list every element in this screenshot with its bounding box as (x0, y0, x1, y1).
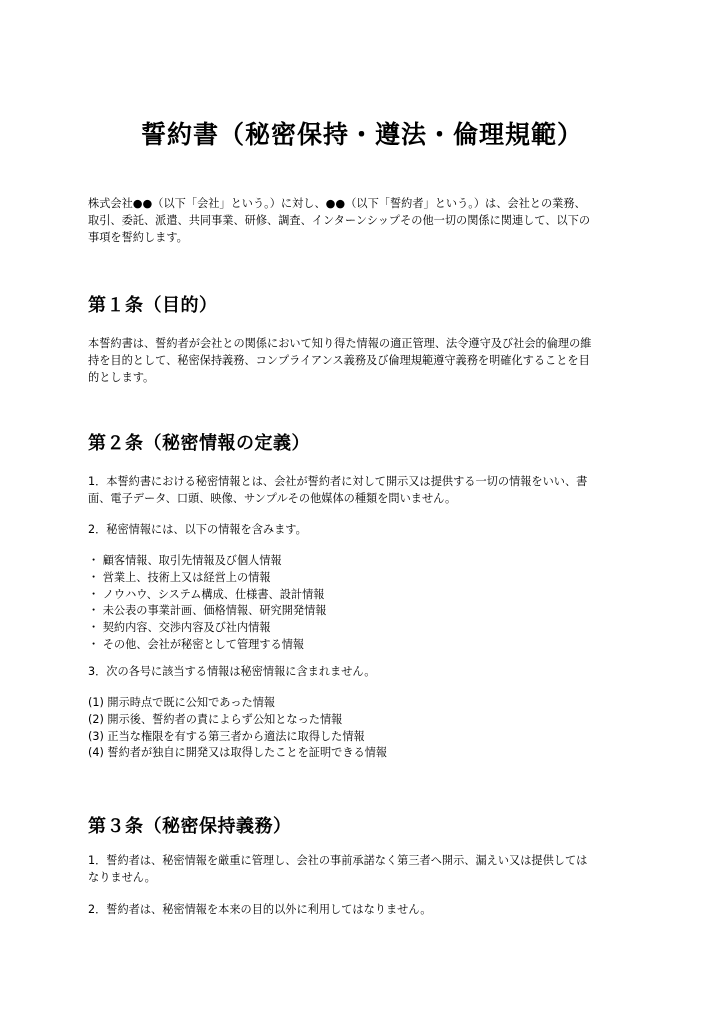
list-item: ・ ノウハウ、システム構成、仕様書、設計情報 (88, 587, 325, 601)
document-title: 誓約書（秘密保持・遵法・倫理規範） (140, 120, 583, 149)
article2-heading: 第２条（秘密情報の定義） (88, 433, 310, 454)
article2-para1-line: 1．本誓約書における秘密情報とは、会社が誓約者に対して開示又は提供する一切の情報をいい、書 (88, 475, 588, 488)
article1-line: 持を目的として、秘密保持義務、コンプライアンス義務及び倫理規範遵守義務を明確化することを目 (88, 354, 590, 367)
article2-para2 (88, 521, 644, 538)
article3-para2 (88, 901, 644, 918)
article3-para1 (88, 852, 644, 886)
article2-para2-line: 2．秘密情報には、以下の情報を含みます。 (88, 523, 307, 536)
article3-heading: 第３条（秘密保持義務） (88, 816, 292, 837)
list-item: (3) 正当な権限を有する第三者から適法に取得した情報 (88, 729, 365, 743)
list-item: ・ 顧客情報、取引先情報及び個人情報 (88, 554, 282, 567)
intro-line: 取引、委託、派遣、共同事業、研修、調査、インターンシップその他一切の関係に関連して、以下の (88, 214, 591, 227)
article2-para3-line: 3．次の各号に該当する情報は秘密情報に含まれません。 (88, 665, 376, 678)
list-item: (4) 誓約者が独自に開発又は取得したことを証明できる情報 (88, 746, 388, 760)
article1-body (88, 335, 644, 386)
list-item: ・ その他、会社が秘密として管理する情報 (88, 637, 305, 651)
list-item: (1) 開示時点で既に公知であった情報 (88, 696, 276, 709)
article1-line: 本誓約書は、誓約者が会社との関係において知り得た情報の適正管理、法令遵守及び社会的倫理の維 (88, 337, 592, 350)
article3-para1-line: なりません。 (88, 871, 156, 884)
article1-heading: 第１条（目的） (88, 295, 218, 316)
intro-paragraph (88, 195, 644, 246)
intro-line: 事項を誓約します。 (88, 231, 188, 244)
intro-line: 株式会社●●（以下「会社」という。）に対し、●●（以下「誓約者」という。）は、会社との業務、 (88, 197, 586, 210)
article1-line: 的とします。 (88, 371, 155, 384)
article3-para1-line: 1．誓約者は、秘密情報を厳重に管理し、会社の事前承諾なく第三者へ開示、漏えい又は提供しては (88, 854, 588, 867)
list-item: (2) 開示後、誓約者の責によらず公知となった情報 (88, 712, 343, 726)
list-item: ・ 契約内容、交渉内容及び社内情報 (88, 621, 271, 635)
exclusion-list (88, 695, 644, 762)
secret-info-list (88, 553, 644, 654)
article2-para1 (88, 473, 644, 507)
article2-para3 (88, 663, 644, 680)
article3-para2-line: 2．誓約者は、秘密情報を本来の目的以外に利用してはなりません。 (88, 903, 432, 916)
list-item: ・ 営業上、技術上又は経営上の情報 (88, 570, 271, 584)
article2-para1-line: 面、電子データ、口頭、映像、サンプルその他媒体の種類を問いません。 (88, 492, 457, 505)
list-item: ・ 未公表の事業計画、価格情報、研究開発情報 (88, 604, 327, 618)
